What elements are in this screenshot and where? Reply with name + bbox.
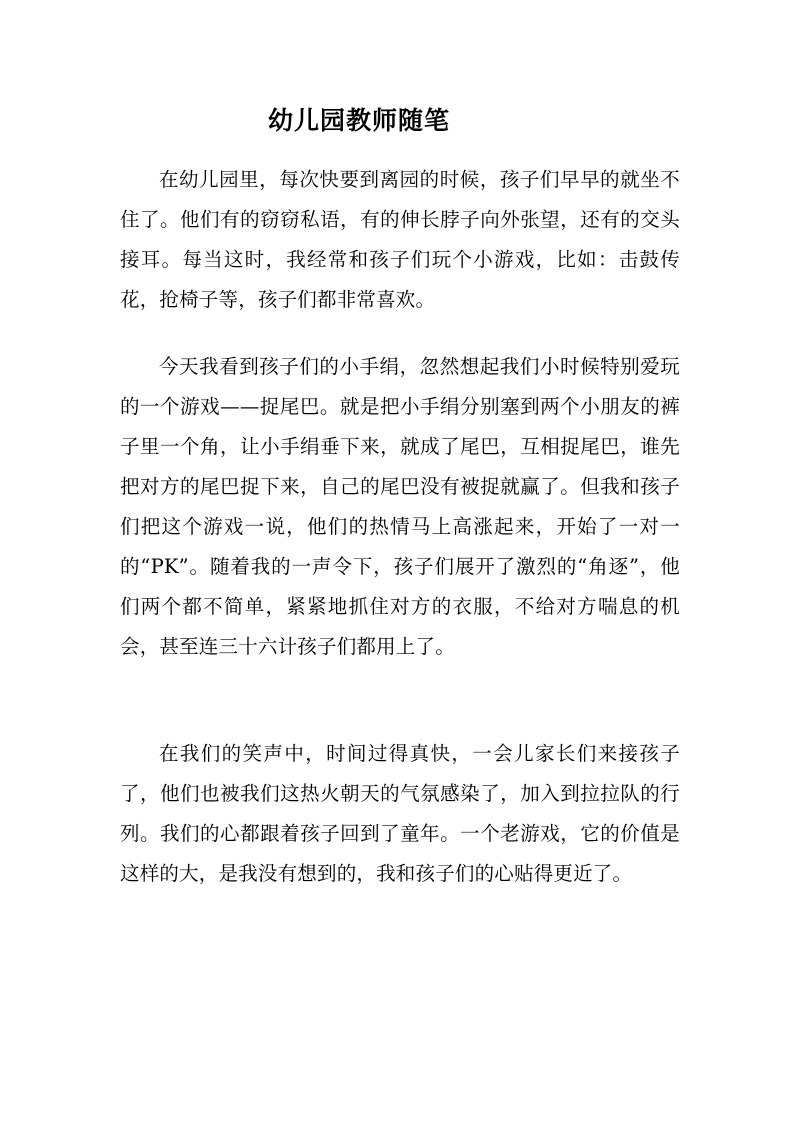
- paragraph-1: 在幼儿园里，每次快要到离园的时候，孩子们早早的就坐不住了。他们有的窃窃私语，有的伸长脖子向外张望，还有的交头接耳。每当这时，我经常和孩子们玩个小游戏，比如：击鼓传花，抢椅子等，孩子们都非常喜欢。: [120, 168, 680, 311]
- paragraph-3: 在我们的笑声中，时间过得真快，一会儿家长们来接孩子了，他们也被我们这热火朝天的气氛感染了，加入到拉拉队的行列。我们的心都跟着孩子回到了童年。一个老游戏，它的价值是这样的大，是我没有想到的，我和孩子们的心贴得更近了。: [120, 742, 680, 885]
- document-title: 幼儿园教师随笔: [268, 106, 451, 135]
- paragraph-2: 今天我看到孩子们的小手绢，忽然想起我们小时候特别爱玩的一个游戏——捉尾巴。就是把小手绢分别塞到两个小朋友的裤子里一个角，让小手绢垂下来，就成了尾巴，互相捉尾巴，谁先把对方的尾巴捉下来，自己的尾巴没有被捉就赢了。但我和孩子们把这个游戏一说，他们的热情马上高涨起来，开始了一对一的“PK”。随着我的一声令下，孩子们展开了激烈的“角逐”，他们两个都不简单，紧紧地抓住对方的衣服，不给对方喘息的机会，甚至连三十六计孩子们都用上了。: [120, 355, 680, 658]
